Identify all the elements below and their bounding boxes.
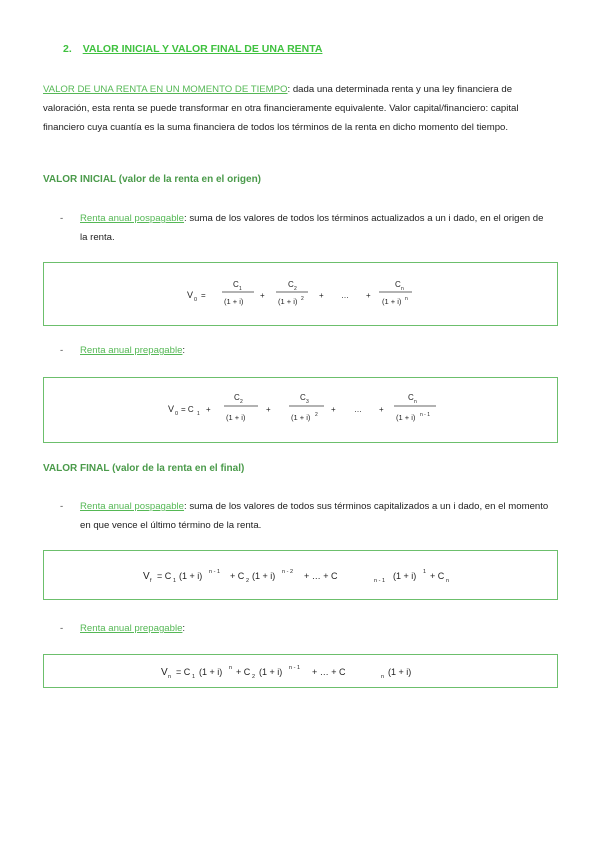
svg-text:(1 + i): (1 + i): [224, 297, 244, 306]
svg-text:+: +: [366, 291, 371, 300]
formula-box-final-pospagable: [43, 550, 558, 600]
svg-text:n - 1: n - 1: [209, 569, 221, 575]
svg-text:0: 0: [194, 297, 198, 303]
svg-text:…: …: [341, 291, 349, 300]
formula-box-inicial-prepagable: [43, 377, 558, 443]
svg-text:f: f: [150, 578, 152, 584]
svg-text:(1 + i): (1 + i): [278, 297, 298, 306]
bullet-lead: Renta anual prepagable: [80, 623, 183, 634]
valor-final-title: VALOR FINAL (valor de la renta en el final): [43, 463, 245, 474]
svg-text:(1 + i): (1 + i): [393, 571, 417, 581]
bullet-inicial-pospagable: [60, 209, 550, 247]
svg-text:+: +: [319, 291, 324, 300]
formula-box-final-prepagable: [43, 654, 558, 688]
formula-inicial-pospagable: [44, 263, 557, 325]
bullet-lead: Renta anual pospagable: [80, 501, 185, 512]
valor-inicial-title: VALOR INICIAL (valor de la renta en el origen): [43, 174, 262, 185]
svg-text:n: n: [401, 286, 404, 292]
bullet-dash: -: [60, 213, 64, 224]
svg-text:1: 1: [197, 411, 200, 417]
svg-text:= C: = C: [157, 571, 172, 581]
svg-text:C: C: [233, 280, 239, 289]
svg-text:n: n: [414, 399, 417, 405]
svg-text:(1 + i): (1 + i): [388, 667, 412, 677]
svg-text:C: C: [395, 280, 401, 289]
svg-text:+ … + C: + … + C: [312, 667, 346, 677]
svg-text:C: C: [234, 393, 240, 402]
svg-text:n: n: [381, 674, 385, 680]
svg-text:=: =: [201, 291, 206, 300]
svg-text:0: 0: [175, 411, 179, 417]
bullet-final-prepagable: - Renta anual prepagable:: [60, 623, 186, 634]
formula-lhs: V: [187, 290, 194, 300]
svg-text:2: 2: [315, 412, 318, 418]
svg-text:1: 1: [173, 578, 177, 584]
svg-text:n - 1: n - 1: [289, 665, 301, 671]
bullet-text: : suma de los valores de todos los términos actualizados a un i dado, en el origen de la renta.: [80, 213, 544, 244]
svg-text:2: 2: [252, 674, 256, 680]
svg-text:(1 + i): (1 + i): [199, 667, 223, 677]
svg-text:+: +: [260, 291, 265, 300]
bullet-inicial-prepagable: - Renta anual prepagable:: [60, 345, 186, 356]
svg-text:(1 + i): (1 + i): [382, 297, 402, 306]
bullet-lead: Renta anual prepagable: [80, 345, 183, 356]
svg-text:n: n: [446, 578, 450, 584]
svg-text:1: 1: [239, 286, 242, 292]
svg-text:2: 2: [301, 296, 304, 302]
svg-text:(1 + i): (1 + i): [396, 413, 416, 422]
svg-text:V: V: [161, 667, 168, 678]
svg-text:+ C: + C: [236, 667, 251, 677]
intro-lead: VALOR DE UNA RENTA EN UN MOMENTO DE TIEMPO: [43, 84, 288, 95]
svg-text:= C: = C: [176, 667, 191, 677]
formula-final-prepagable: [44, 655, 557, 687]
svg-text:n - 2: n - 2: [282, 569, 294, 575]
formula-final-pospagable: [44, 551, 557, 599]
intro-text: : dada una determinada renta y una ley financiera de valoración, esta renta se puede transformar en otra financieramente equivalente. Valor capital/financiero: capital financiero cuya cuantía es la suma financiera de todos los términos de la renta en dicho momento del tiempo.: [43, 84, 519, 134]
svg-text:n: n: [168, 674, 172, 680]
svg-text:V: V: [143, 571, 150, 582]
svg-text:C: C: [300, 393, 306, 402]
bullet-lead: Renta anual pospagable: [80, 213, 185, 224]
svg-text:n: n: [229, 665, 233, 671]
svg-text:(1 + i): (1 + i): [291, 413, 311, 422]
svg-text:+: +: [206, 405, 211, 414]
svg-text:(1 + i): (1 + i): [259, 667, 283, 677]
svg-text:2: 2: [294, 286, 297, 292]
svg-text:+: +: [379, 405, 384, 414]
svg-text:1: 1: [423, 569, 427, 575]
svg-text:= C: = C: [181, 405, 194, 414]
svg-text:n - 1: n - 1: [420, 412, 431, 418]
svg-text:+ C: + C: [430, 571, 445, 581]
svg-text:V: V: [168, 404, 175, 414]
svg-text:…: …: [354, 405, 362, 414]
svg-text:n - 1: n - 1: [374, 578, 386, 584]
section-heading: [63, 43, 322, 55]
formula-box-inicial-pospagable: [43, 262, 558, 326]
svg-text:(1 + i): (1 + i): [226, 413, 246, 422]
svg-text:3: 3: [306, 399, 309, 405]
svg-text:(1 + i): (1 + i): [179, 571, 203, 581]
bullet-final-pospagable: - Renta anual pospagable: suma de los valores de todos sus términos capitalizados a un i dado, en el momento en que vence el último término de la renta.: [60, 501, 549, 532]
svg-text:+: +: [331, 405, 336, 414]
svg-text:2: 2: [240, 399, 243, 405]
svg-text:1: 1: [192, 674, 196, 680]
intro-paragraph: [43, 80, 555, 138]
svg-text:C: C: [408, 393, 414, 402]
svg-text:n: n: [405, 296, 408, 302]
svg-text:+ C: + C: [230, 571, 245, 581]
formula-inicial-prepagable: [44, 378, 557, 442]
svg-text:+: +: [266, 405, 271, 414]
svg-text:(1 + i): (1 + i): [252, 571, 276, 581]
section-title: VALOR INICIAL Y VALOR FINAL DE UNA RENTA: [82, 43, 323, 55]
section-number: 2.: [63, 43, 72, 55]
svg-text:C: C: [288, 280, 294, 289]
svg-text:2: 2: [246, 578, 250, 584]
svg-text:+ … + C: + … + C: [304, 571, 338, 581]
